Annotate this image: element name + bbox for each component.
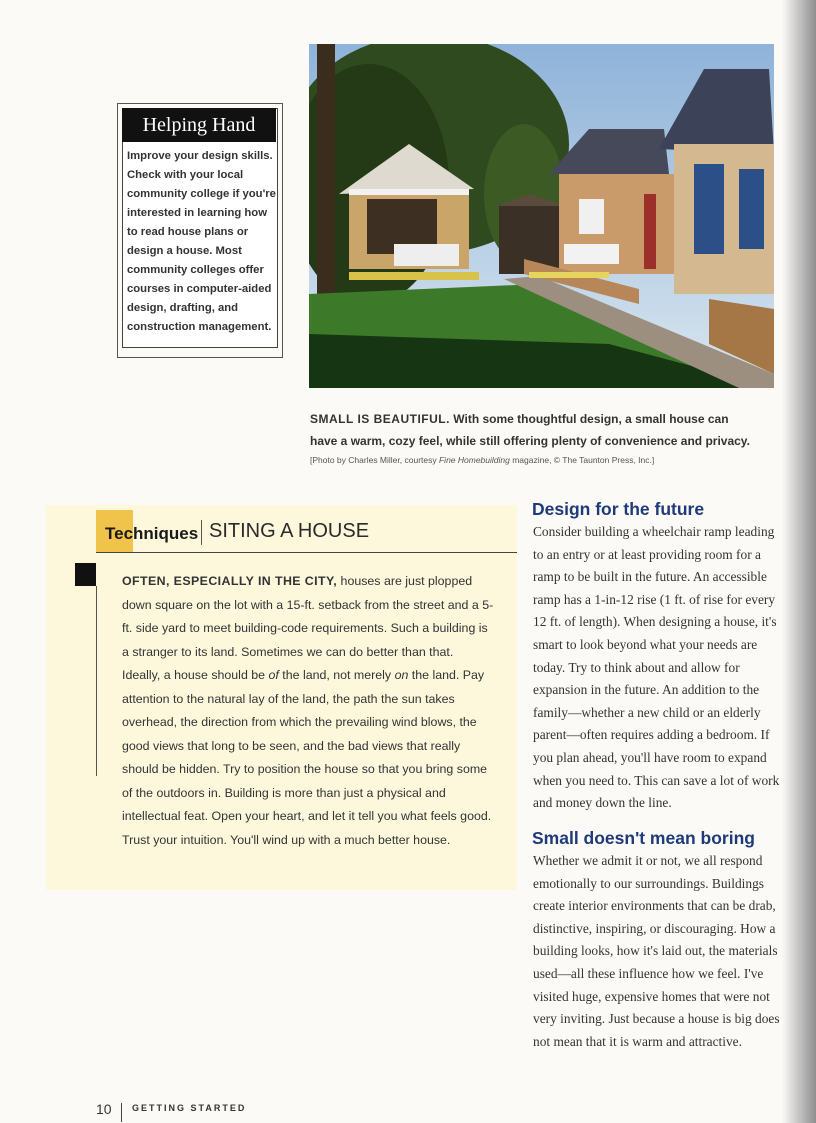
helping-hand-title: Helping Hand	[122, 108, 276, 142]
footer-divider	[121, 1103, 122, 1122]
boring-heading: Small doesn't mean boring	[532, 828, 755, 848]
techniques-em-on: on	[394, 668, 409, 682]
credit-suffix: magazine, © The Taunton Press, Inc.]	[509, 455, 655, 465]
page-spine-shadow	[782, 0, 816, 1123]
helping-hand-text: Improve your design skills. Check with your local community college if you're interested in learning how to read house plans or design a house. Most community colleges offer courses in computer-aided design, drafting, and construction management.	[127, 150, 276, 333]
techniques-vertical-rule	[96, 586, 97, 776]
page-number: 10	[96, 1101, 112, 1117]
techniques-lead: OFTEN, ESPECIALLY IN THE CITY,	[122, 574, 338, 588]
techniques-label: Techniques	[105, 524, 199, 543]
techniques-body-part-1: houses are just plopped down square on the lot with a 15-ft. setback from the street and a 5-ft. side yard to meet building-code requirements. Such a building is a stranger to its land. Sometimes we can do better than that. Ideally, a house should be	[122, 574, 494, 682]
techniques-heading: SITING A HOUSE	[209, 520, 370, 542]
credit-prefix: [Photo by Charles Miller, courtesy	[310, 455, 439, 465]
future-body: Consider building a wheelchair ramp leading to an entry or at least providing room for a ramp to be built in the future. An accessible ramp has a 1-in-12 rise (1 ft. of rise for every 12 ft. of length). When designing a house, it's smart to look beyond what your needs are today. Try to think about and allow for expansion in the future. An addition to the family—whether a new child or an elderly parent—often requires adding a bedroom. If you plan ahead, you'll have room to expand when you need to. This can save a lot of work and money down the line.	[533, 524, 780, 811]
photo-credit	[310, 455, 750, 465]
techniques-body	[122, 570, 494, 852]
techniques-body-part-2: the land, not merely	[278, 668, 395, 682]
credit-magazine: Fine Homebuilding	[438, 455, 510, 465]
houses-photo	[309, 44, 774, 388]
future-heading: Design for the future	[532, 499, 705, 519]
techniques-separator	[201, 520, 202, 545]
techniques-rule	[96, 552, 517, 553]
boring-body: Whether we admit it or not, we all respond emotionally to our surroundings. Buildings create interior environments that can be drab, distinctive, inspiring, or discouraging. How a building looks, how it's laid out, the materials used—all these influence how we feel. I've visited huge, expensive homes that were not very inviting. Just because a house is big does not mean that it is warm and attractive.	[533, 853, 780, 1049]
caption-lead: SMALL IS BEAUTIFUL.	[310, 412, 450, 426]
houses-photo-illustration	[309, 44, 774, 388]
techniques-body-part-3: the land. Pay attention to the natural lay of the land, the path the sun takes overhead, the direction from which the prevailing wind blows, the good views that long to be seen, and the bad views that really should be hidden. Try to position the house so that you bring some of the outdoors in. Building is more than just a physical and intellectual feat. Open your heart, and let it tell you what feels good. Trust your intuition. You'll wind up with a much better house.	[122, 668, 492, 847]
photo-caption	[310, 408, 750, 452]
section-name: GETTING STARTED	[132, 1103, 247, 1113]
caption-text: With some thoughtful design, a small house can have a warm, cozy feel, while still offering plenty of convenience and privacy.	[310, 412, 750, 448]
techniques-black-marker	[75, 563, 96, 586]
techniques-em-of: of	[268, 668, 279, 682]
